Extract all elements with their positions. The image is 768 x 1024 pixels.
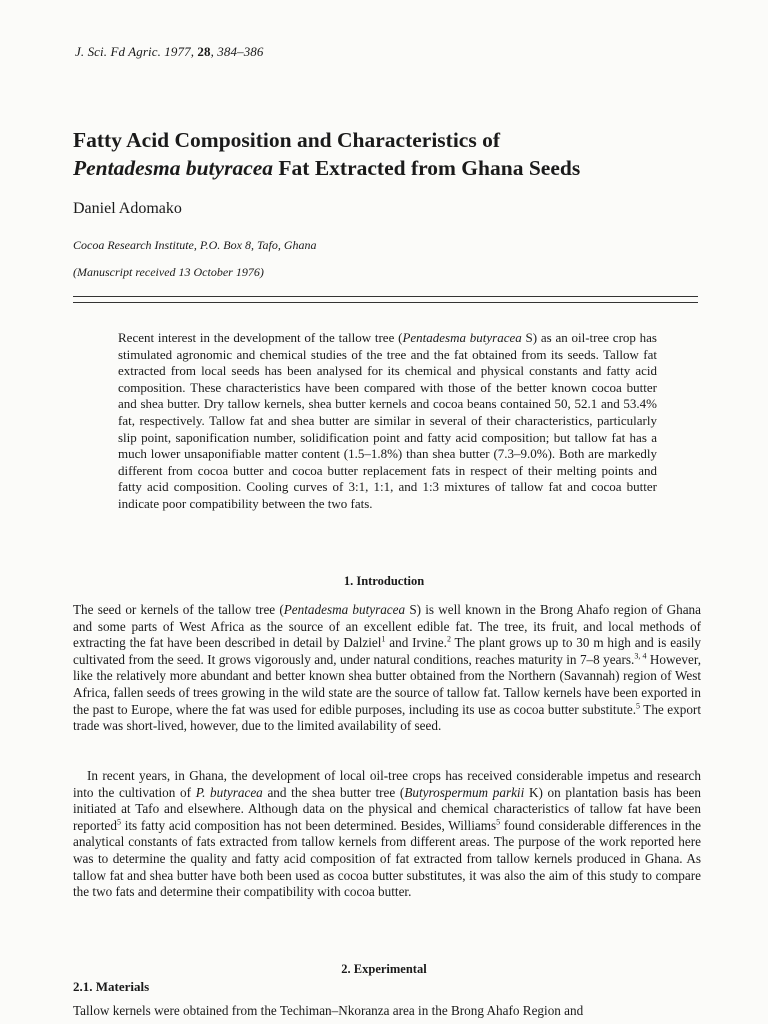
journal-citation: J. Sci. Fd Agric. 1977, 28, 384–386 xyxy=(75,44,264,59)
introduction-paragraph-1: The seed or kernels of the tallow tree (Pentadesma butyracea S) is well known in the Brong Ahafo region of Ghana and some parts of West Africa as the source of an excellent edible fat. The tree, its fruit, and local methods of extracting the fat have been described in detail by Dalziel$^1$ and Irvine.$^2$ The plant grows up to 30 m high and is easily cultivated from the seed. It grows vigorously and, under natural conditions, reaches maturity in 7–8 years.$^{3, 4}$ However, like the relatively more abundant and better known shea butter obtained from the Northern (Savannah) region of West Africa, fallen seeds of trees growing in the wild state are the source of tallow fat. Tallow kernels have been exported in the past to Europe, where the fat was used for edible purposes, including its use as cocoa butter substitute.$^5$ The export trade was short-lived, however, due to the limited availability of seed. xyxy=(73,602,701,734)
introduction-paragraph-2: In recent years, in Ghana, the development of local oil-tree crops has received considerable impetus and research into the cultivation of P. butyracea and the shea butter tree (Butyrospermum parkii K) on plantation basis has been initiated at Tafo and elsewhere. Although data on the physical and chemical characteristics of tallow fat have been reported$^5$ its fatty acid composition has not been determined. Besides, Williams$^5$ found considerable differences in the analytical constants of fats extracted from tallow kernels from different areas. The purpose of the work reported here was to determine the quality and fatty acid composition of fat extracted from tallow kernels produced in Ghana. As tallow fat and shea butter have both been used as cocoa butter substitutes, it was also the aim of this study to compare the two fats and determine their compatibility with cocoa butter. xyxy=(73,768,702,900)
author-affiliation: Cocoa Research Institute, P.O. Box 8, Tafo, Ghana xyxy=(73,238,317,252)
materials-paragraph: Tallow kernels were obtained from the Techiman–Nkoranza area in the Brong Ahafo Region and xyxy=(73,1003,584,1018)
section-heading-introduction: 1. Introduction xyxy=(343,574,425,588)
subsection-heading-materials: 2.1. Materials xyxy=(73,979,150,994)
header-rule-bottom xyxy=(73,302,698,303)
author-name: Daniel Adomako xyxy=(73,200,182,217)
section-heading-experimental: 2. Experimental xyxy=(341,962,427,976)
manuscript-received-date: (Manuscript received 13 October 1976) xyxy=(73,265,264,279)
paper-title: Fatty Acid Composition and Characteristics of Pentadesma butyracea Fat Extracted from Ghana Seeds xyxy=(73,128,581,180)
header-rule-top xyxy=(73,296,698,297)
abstract: Recent interest in the development of the tallow tree (Pentadesma butyracea S) as an oil-tree crop has stimulated agronomic and chemical studies of the tree and the fat obtained from its seeds. Tallow fat extracted from local seeds has been analysed for its chemical and physical constants and fatty acid composition. These characteristics have been compared with those of the better known cocoa butter and shea butter. Dry tallow kernels, shea butter kernels and cocoa beans contained 50, 52.1 and 53.4% fat, respectively. Tallow fat and shea butter are similar in several of their characteristics, particularly slip point, saponification number, solidification point and fatty acid composition; but tallow fat has a much lower unsaponifiable matter content (1.5–1.8%) than shea butter (7.3–9.0%). Both are markedly different from cocoa butter and cocoa butter replacement fats in respect of their melting points and fatty acid composition. Cooling curves of 3:1, 1:1, and 1:3 mixtures of tallow fat and cocoa butter indicate poor compatibility between the two fats. xyxy=(118,330,657,511)
